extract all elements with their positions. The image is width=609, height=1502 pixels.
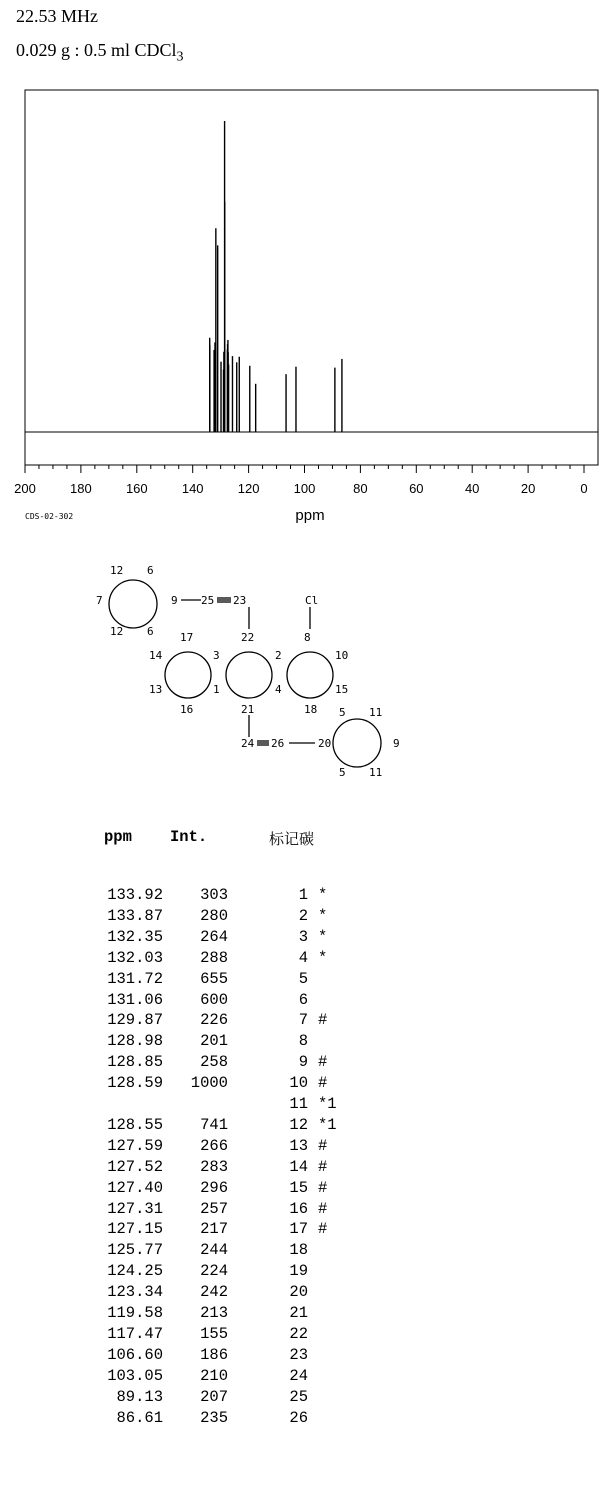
cell-mark: #: [318, 1011, 328, 1030]
table-row: [96, 1325, 416, 1346]
x-tick-label: 40: [464, 481, 480, 496]
cell-ppm: 128.59: [107, 1074, 163, 1093]
table-row: [96, 991, 416, 1012]
x-tick-label: 20: [520, 481, 536, 496]
cell-int: 242: [200, 1283, 228, 1302]
table-row: [96, 1409, 416, 1430]
cell-mark: *: [318, 948, 328, 967]
cell-int: 1000: [190, 1074, 228, 1093]
atom-14: 14: [149, 649, 163, 662]
cell-ppm: 127.40: [107, 1178, 163, 1197]
table-row: [96, 970, 416, 991]
cell-ppm: 106.60: [107, 1345, 163, 1364]
header-ppm: ppm: [104, 828, 132, 846]
cell-ppm: 119.58: [107, 1304, 163, 1322]
cell-int: 280: [200, 906, 228, 925]
atom-8: 8: [304, 631, 311, 644]
atom-5b: 5: [339, 766, 346, 779]
table-row: [96, 1241, 416, 1262]
x-tick-label: 0: [580, 481, 588, 496]
cell-int: 266: [200, 1136, 228, 1155]
atom-11a: 11: [369, 706, 383, 719]
atom-18: 18: [304, 703, 318, 716]
atom-23: 23: [233, 594, 247, 607]
cell-mark: *: [318, 927, 328, 946]
table-row: [96, 1220, 416, 1241]
cell-carbon: 22: [289, 1324, 308, 1343]
cell-ppm: 127.52: [107, 1157, 163, 1176]
cell-carbon: 2: [298, 906, 308, 925]
atom-17: 17: [180, 631, 194, 644]
cell-int: 288: [200, 948, 228, 967]
cell-mark: #: [318, 1199, 328, 1218]
cell-ppm: 124.25: [107, 1262, 163, 1281]
header-carbon: 标记碳: [269, 830, 315, 848]
atom-6b: 6: [147, 625, 154, 638]
cell-int: 201: [200, 1032, 228, 1051]
cell-carbon: 15: [289, 1178, 308, 1197]
cell-ppm: 127.15: [107, 1220, 163, 1239]
cell-int: 303: [200, 886, 228, 904]
phenyl-ring-bottom: [333, 719, 381, 767]
cell-carbon: 16: [289, 1199, 308, 1218]
x-tick-label: 160: [125, 481, 148, 496]
cell-int: 283: [200, 1157, 228, 1176]
cell-int: 257: [200, 1199, 228, 1218]
cell-mark: #: [318, 1178, 328, 1197]
x-tick-label: 120: [237, 481, 260, 496]
cell-carbon: 10: [289, 1074, 308, 1093]
atom-15: 15: [335, 683, 349, 696]
cell-carbon: 7: [298, 1011, 308, 1030]
cell-int: 186: [200, 1345, 228, 1364]
table-row: [96, 1304, 416, 1325]
cell-mark: *1: [318, 1095, 337, 1113]
x-tick-label: 140: [181, 481, 204, 496]
cell-carbon: 13: [289, 1136, 308, 1155]
table-row: [96, 1116, 416, 1137]
table-row: [96, 886, 416, 907]
cell-int: 244: [200, 1241, 228, 1260]
atom-16: 16: [180, 703, 194, 716]
cell-carbon: 21: [289, 1304, 308, 1322]
atom-21: 21: [241, 703, 255, 716]
x-axis-ticks: [25, 465, 584, 473]
cell-ppm: 131.72: [107, 969, 163, 988]
table-row: [96, 1367, 416, 1388]
cell-carbon: 5: [298, 969, 308, 988]
cell-int: 217: [200, 1220, 228, 1239]
atom-26: 26: [271, 737, 285, 750]
atom-5a: 5: [339, 706, 346, 719]
cell-carbon: 1: [298, 886, 308, 904]
x-axis-tick-labels: [14, 481, 587, 496]
cell-int: 741: [200, 1115, 228, 1134]
cell-mark: *1: [318, 1115, 337, 1134]
atom-4: 4: [275, 683, 282, 696]
table-row: [96, 1053, 416, 1074]
x-tick-label: 100: [293, 481, 316, 496]
sample-label: [16, 40, 184, 66]
sample-subscript: 3: [176, 49, 184, 65]
cell-ppm: 125.77: [107, 1241, 163, 1260]
table-row: [96, 1032, 416, 1053]
plot-frame: [25, 90, 598, 465]
cell-carbon: 6: [298, 990, 308, 1009]
cell-ppm: 132.35: [107, 927, 163, 946]
atom-3: 3: [213, 649, 220, 662]
table-row: [96, 1179, 416, 1200]
atom-13: 13: [149, 683, 163, 696]
atom-12a: 12: [110, 564, 124, 577]
cell-carbon: 4: [298, 948, 308, 967]
table-row: [96, 1137, 416, 1158]
cell-carbon: 20: [289, 1283, 308, 1302]
x-tick-label: 200: [14, 481, 36, 496]
cell-ppm: 123.34: [107, 1283, 163, 1302]
x-tick-label: 180: [70, 481, 92, 496]
x-tick-label: 80: [353, 481, 368, 496]
cell-mark: #: [318, 1157, 328, 1176]
cell-ppm: 86.61: [116, 1408, 163, 1427]
cell-ppm: 127.59: [107, 1136, 163, 1155]
sample-main: 0.029 g : 0.5 ml CDCl: [16, 40, 177, 60]
table-row: [96, 1095, 416, 1116]
cell-carbon: 18: [289, 1241, 308, 1260]
cell-carbon: 17: [289, 1220, 308, 1239]
atom-9b: 9: [393, 737, 400, 750]
cell-carbon: 9: [298, 1053, 308, 1072]
cell-carbon: 25: [289, 1387, 308, 1406]
atom-7: 7: [96, 594, 103, 607]
atom-10: 10: [335, 649, 349, 662]
cell-ppm: 128.55: [107, 1115, 163, 1134]
cell-carbon: 11: [289, 1095, 308, 1113]
cell-ppm: 128.98: [107, 1032, 163, 1051]
nmr-spectrum-chart: [0, 85, 609, 535]
table-row: [96, 1011, 416, 1032]
frequency-label: 22.53 MHz: [16, 6, 98, 26]
cell-mark: #: [318, 1053, 328, 1072]
cell-carbon: 14: [289, 1157, 308, 1176]
cell-carbon: 19: [289, 1262, 308, 1281]
cell-int: 226: [200, 1011, 228, 1030]
peaks-group: [210, 121, 342, 432]
cell-carbon: 24: [289, 1366, 308, 1385]
cell-int: 235: [200, 1408, 228, 1427]
cell-mark: #: [318, 1220, 328, 1239]
cell-int: 210: [200, 1366, 228, 1385]
cell-int: 600: [200, 990, 228, 1009]
ring-middle: [226, 652, 272, 698]
table-row: [96, 1158, 416, 1179]
ring-right: [287, 652, 333, 698]
atom-6a: 6: [147, 564, 154, 577]
cell-int: 296: [200, 1178, 228, 1197]
atom-22: 22: [241, 631, 255, 644]
cell-mark: #: [318, 1074, 328, 1093]
table-row: [96, 1283, 416, 1304]
table-row: [96, 1200, 416, 1221]
table-row: [96, 1074, 416, 1095]
cell-ppm: 127.31: [107, 1199, 163, 1218]
spectrum-code: CDS-02-302: [25, 512, 74, 521]
cell-mark: *: [318, 886, 328, 904]
atom-cl: Cl: [305, 594, 319, 607]
atom-2: 2: [275, 649, 282, 662]
phenyl-ring-top: [109, 580, 157, 628]
cell-int: 258: [200, 1053, 228, 1072]
cell-carbon: 23: [289, 1345, 308, 1364]
table-row: [96, 1346, 416, 1367]
table-row: [96, 1388, 416, 1409]
cell-ppm: 103.05: [107, 1366, 163, 1385]
cell-carbon: 3: [298, 927, 308, 946]
table-row: [96, 907, 416, 928]
cell-ppm: 133.92: [107, 886, 163, 904]
cell-mark: *: [318, 906, 328, 925]
cell-ppm: 133.87: [107, 906, 163, 925]
atom-11b: 11: [369, 766, 383, 779]
cell-int: 224: [200, 1262, 228, 1281]
atom-labels: [96, 564, 400, 779]
cell-carbon: 12: [289, 1115, 308, 1134]
table-row: [96, 949, 416, 970]
atom-9a: 9: [171, 594, 178, 607]
table-row: [96, 928, 416, 949]
cell-ppm: 132.03: [107, 948, 163, 967]
cell-ppm: 128.85: [107, 1053, 163, 1072]
ring-left: [165, 652, 211, 698]
cell-int: 264: [200, 927, 228, 946]
cell-ppm: 89.13: [116, 1387, 163, 1406]
cell-ppm: 131.06: [107, 990, 163, 1009]
atom-1: 1: [213, 683, 220, 696]
cell-int: 155: [200, 1324, 228, 1343]
atom-12b: 12: [110, 625, 124, 638]
atom-24: 24: [241, 737, 255, 750]
table-row: [96, 1262, 416, 1283]
header-int: Int.: [170, 828, 208, 846]
cell-int: 655: [200, 969, 228, 988]
cell-int: 207: [200, 1387, 228, 1406]
x-tick-label: 60: [409, 481, 424, 496]
molecule-structure: [85, 555, 425, 795]
cell-ppm: 117.47: [107, 1324, 163, 1343]
cell-carbon: 26: [289, 1408, 308, 1427]
atom-20: 20: [318, 737, 332, 750]
atom-25: 25: [201, 594, 215, 607]
x-axis-label: ppm: [295, 507, 325, 524]
cell-mark: #: [318, 1136, 328, 1155]
cell-int: 213: [200, 1304, 228, 1322]
cell-ppm: 129.87: [107, 1011, 163, 1030]
cell-carbon: 8: [298, 1032, 308, 1051]
